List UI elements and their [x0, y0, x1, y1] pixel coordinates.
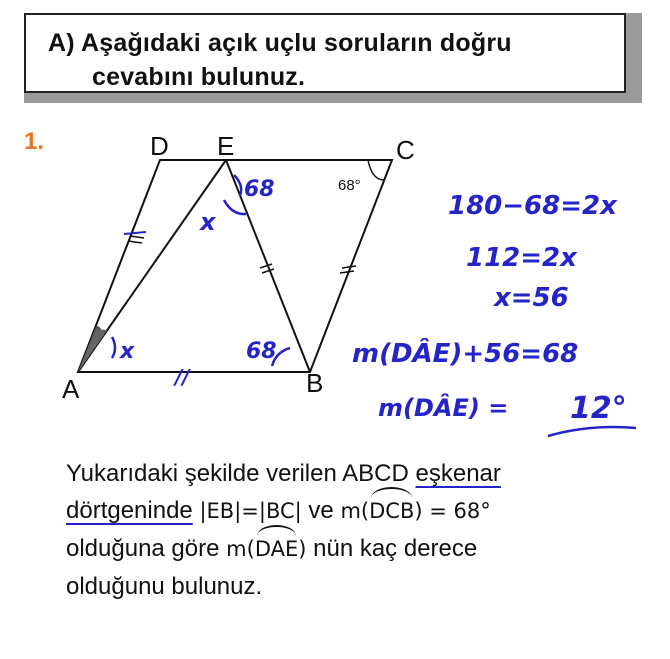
- hw-work-line-5: m(DÂE) =: [378, 394, 509, 422]
- hw-work-line-2: 112=2x: [466, 243, 577, 273]
- tick-eb-2: [262, 269, 274, 273]
- vertex-b-label: B: [306, 368, 324, 398]
- problem-m-1: m: [340, 499, 361, 523]
- hw-answer: 12°: [570, 391, 627, 426]
- vertex-a-label: A: [62, 374, 80, 404]
- hw-angle-e-left: x: [200, 208, 216, 236]
- hw-answer-underline: [548, 427, 636, 436]
- problem-eq-68: = 68°: [429, 499, 491, 523]
- problem-arc-dae: DAE: [255, 531, 298, 568]
- problem-text-3-start: olduğuna göre: [66, 535, 220, 562]
- problem-line-2: dörtgeninde |EB|=|BC| ve m(DCB) = 68°: [66, 492, 646, 530]
- problem-text-3-end: nün kaç derece: [313, 535, 478, 562]
- hw-arc-a: [112, 337, 115, 358]
- hw-angle-a: x: [120, 339, 135, 364]
- problem-line-1: [66, 455, 646, 492]
- question-number: 1.: [24, 128, 45, 155]
- hw-angle-b: 68: [246, 339, 277, 364]
- hw-work-line-4: m(DÂE)+56=68: [352, 339, 579, 369]
- problem-arc-dcb: DCB: [369, 493, 414, 530]
- problem-line-3: olduğuna göre m(DAE) nün kaç derece: [66, 530, 646, 568]
- problem-underline-2: dörtgeninde: [66, 497, 193, 524]
- vertex-d-label: D: [150, 131, 169, 161]
- hw-work-line-3: x=56: [494, 283, 569, 313]
- problem-text-1: Yukarıdaki şekilde verilen ABCD: [66, 460, 409, 487]
- problem-underline-1: eşkenar: [415, 460, 501, 487]
- hw-tick-ab: //: [175, 365, 190, 389]
- tick-ad-2: [128, 241, 142, 243]
- problem-eb-bc: |EB|=|BC|: [199, 499, 302, 523]
- tick-bc-2: [340, 271, 354, 273]
- hw-angle-e: 68: [244, 177, 275, 202]
- hw-work-line-1: 180−68=2x: [448, 191, 617, 221]
- problem-m-2: m: [226, 537, 247, 561]
- vertex-e-label: E: [217, 131, 235, 161]
- problem-ve: ve: [308, 497, 334, 524]
- tick-ad-1: [130, 236, 144, 238]
- hw-tick-ad: [124, 232, 146, 234]
- vertex-c-label: C: [396, 135, 415, 165]
- header-line-2: cevabını bulunuz.: [92, 63, 306, 91]
- angle-c-arc: [368, 160, 384, 180]
- tick-bc-1: [342, 266, 356, 268]
- tick-eb-1: [260, 264, 272, 268]
- problem-line-4: olduğunu bulunuz.: [66, 573, 263, 600]
- header-line-1: A) Aşağıdaki açık uçlu soruların doğru: [48, 29, 512, 57]
- problem-text: [66, 455, 646, 605]
- angle-c-label: 68°: [338, 177, 361, 194]
